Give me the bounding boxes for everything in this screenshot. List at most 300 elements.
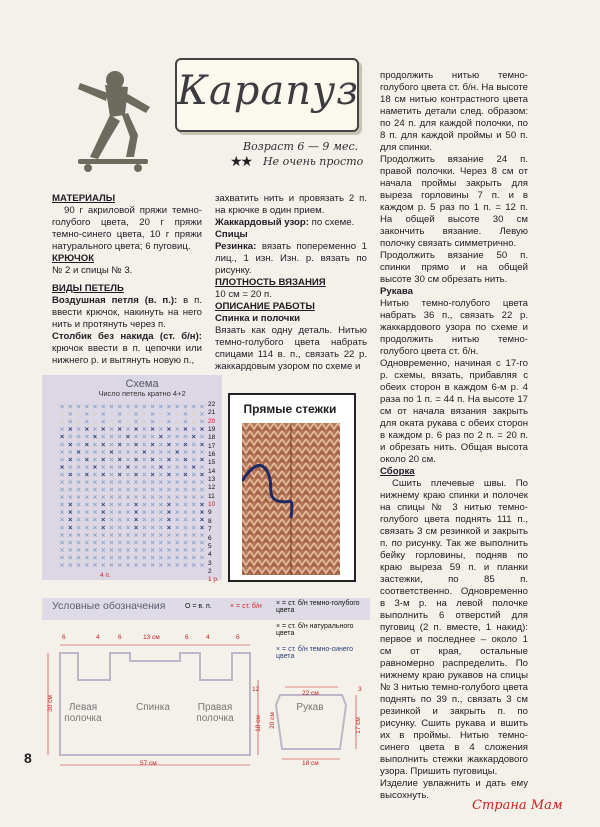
- svg-text:×: ×: [175, 522, 180, 532]
- svg-text:×: ×: [84, 409, 89, 419]
- svg-text:×: ×: [142, 560, 147, 569]
- svg-text:×: ×: [158, 447, 163, 457]
- svg-text:×: ×: [191, 477, 196, 487]
- svg-text:×: ×: [101, 515, 106, 525]
- svg-text:×: ×: [125, 485, 131, 495]
- svg-text:×: ×: [59, 432, 65, 442]
- svg-text:×: ×: [150, 507, 155, 517]
- svg-text:×: ×: [175, 403, 180, 412]
- svg-text:×: ×: [92, 485, 98, 495]
- svg-text:×: ×: [183, 462, 188, 472]
- svg-text:×: ×: [166, 477, 172, 487]
- svg-text:×: ×: [191, 403, 196, 412]
- svg-text:×: ×: [175, 492, 180, 502]
- scheme-row-number: 7: [208, 526, 212, 534]
- svg-text:×: ×: [92, 545, 98, 555]
- svg-text:×: ×: [158, 500, 163, 510]
- svg-text:×: ×: [84, 515, 89, 525]
- svg-text:×: ×: [199, 537, 205, 547]
- svg-text:×: ×: [199, 432, 205, 442]
- svg-text:×: ×: [199, 545, 205, 555]
- scheme-row-number: 20: [208, 417, 216, 425]
- svg-text:×: ×: [166, 507, 172, 517]
- svg-text:×: ×: [133, 522, 139, 532]
- svg-text:×: ×: [101, 507, 106, 517]
- svg-text:×: ×: [92, 477, 98, 487]
- svg-text:×: ×: [183, 560, 188, 569]
- scheme-row-numbers: [208, 401, 219, 585]
- svg-text:×: ×: [59, 537, 65, 547]
- col2-intro: захватить нить и провязать 2 п. на крючке в один прием.: [215, 193, 367, 216]
- svg-text:×: ×: [76, 403, 81, 412]
- svg-text:×: ×: [84, 537, 89, 547]
- svg-text:×: ×: [175, 462, 180, 472]
- svg-text:×: ×: [101, 485, 106, 495]
- svg-text:×: ×: [125, 530, 131, 540]
- svg-text:×: ×: [92, 417, 98, 427]
- svg-text:×: ×: [101, 469, 106, 479]
- svg-text:×: ×: [183, 439, 188, 449]
- svg-text:×: ×: [59, 522, 65, 532]
- svg-text:×: ×: [68, 454, 73, 464]
- svg-text:×: ×: [76, 537, 81, 547]
- svg-text:×: ×: [117, 530, 122, 540]
- density-text: 10 см = 20 п.: [215, 289, 272, 300]
- svg-text:×: ×: [166, 432, 172, 442]
- back-text: Вязать как одну деталь. Нитью темно-голубого цвета набрать спицами 114 в. п., связать 22 р. жаккардовым узором по схеме и: [215, 325, 367, 372]
- difficulty-stars: ★★: [230, 153, 252, 169]
- svg-text:×: ×: [150, 409, 155, 419]
- svg-text:×: ×: [199, 462, 205, 472]
- svg-text:×: ×: [166, 485, 172, 495]
- dim-top-4: 13 см: [143, 634, 160, 641]
- svg-text:×: ×: [191, 492, 196, 502]
- svg-text:×: ×: [133, 552, 139, 562]
- svg-text:×: ×: [109, 515, 114, 525]
- svg-text:×: ×: [117, 545, 122, 555]
- svg-text:×: ×: [175, 424, 180, 434]
- watermark: Страна Мам: [472, 798, 563, 813]
- dim-height-side: 18 см: [254, 715, 262, 732]
- svg-text:×: ×: [142, 477, 147, 487]
- svg-text:×: ×: [125, 477, 131, 487]
- dim-top-6: 4: [206, 634, 210, 641]
- svg-text:×: ×: [101, 417, 106, 427]
- rib-text: вязать попеременно 1 лиц., 1 изн. Изн. р. вязать по рисунку.: [215, 241, 367, 276]
- svg-text:×: ×: [183, 552, 188, 562]
- svg-text:×: ×: [191, 432, 196, 442]
- rib-term: Резинка:: [215, 241, 257, 252]
- svg-text:×: ×: [68, 462, 73, 472]
- svg-text:×: ×: [125, 500, 131, 510]
- svg-text:×: ×: [76, 485, 81, 495]
- svg-text:×: ×: [92, 500, 98, 510]
- dim-height: 30 см: [46, 695, 54, 712]
- svg-text:×: ×: [166, 545, 172, 555]
- svg-text:×: ×: [199, 477, 205, 487]
- back-label: Спинка: [136, 702, 170, 713]
- svg-text:×: ×: [158, 439, 163, 449]
- svg-text:×: ×: [109, 545, 114, 555]
- svg-text:×: ×: [92, 469, 98, 479]
- svg-text:×: ×: [133, 560, 139, 569]
- svg-text:×: ×: [191, 409, 196, 419]
- svg-text:×: ×: [92, 409, 98, 419]
- legend-chain: О = в. п.: [185, 603, 212, 610]
- svg-text:×: ×: [92, 492, 98, 502]
- scheme-row-number: 8: [208, 517, 212, 525]
- svg-text:×: ×: [175, 454, 180, 464]
- right-front-line1: Правая: [197, 702, 233, 713]
- svg-text:×: ×: [166, 552, 172, 562]
- legend-natural: × = ст. б/н натурального цвета: [276, 623, 354, 637]
- svg-text:×: ×: [109, 530, 114, 540]
- svg-text:×: ×: [158, 560, 163, 569]
- dim-sleeve-small: 3: [358, 686, 362, 693]
- svg-text:×: ×: [109, 417, 114, 427]
- svg-text:×: ×: [150, 432, 155, 442]
- svg-text:×: ×: [158, 454, 163, 464]
- svg-text:×: ×: [117, 409, 122, 419]
- svg-text:×: ×: [158, 530, 163, 540]
- svg-text:×: ×: [175, 417, 180, 427]
- svg-text:×: ×: [166, 515, 172, 525]
- sc-term: Столбик без накида (ст. б/н):: [52, 331, 202, 342]
- dim-top-3: 6: [118, 634, 122, 641]
- page-number: 8: [24, 750, 32, 766]
- svg-text:×: ×: [125, 424, 131, 434]
- svg-text:×: ×: [191, 537, 196, 547]
- svg-text:×: ×: [76, 492, 81, 502]
- svg-text:×: ×: [175, 545, 180, 555]
- svg-text:×: ×: [92, 462, 98, 472]
- svg-text:×: ×: [158, 507, 163, 517]
- svg-text:×: ×: [76, 417, 81, 427]
- svg-text:×: ×: [199, 492, 205, 502]
- svg-text:×: ×: [125, 560, 131, 569]
- svg-text:×: ×: [191, 485, 196, 495]
- scheme-row-number: 9: [208, 509, 212, 517]
- svg-text:×: ×: [109, 500, 114, 510]
- svg-text:×: ×: [59, 485, 65, 495]
- svg-text:×: ×: [133, 447, 139, 457]
- svg-text:×: ×: [101, 439, 106, 449]
- svg-text:×: ×: [191, 522, 196, 532]
- svg-text:×: ×: [175, 469, 180, 479]
- svg-text:×: ×: [199, 552, 205, 562]
- svg-text:×: ×: [175, 477, 180, 487]
- scheme-row-number: 18: [208, 434, 216, 442]
- svg-text:×: ×: [166, 417, 172, 427]
- scheme-row-number: 12: [208, 484, 216, 492]
- svg-text:×: ×: [133, 477, 139, 487]
- svg-text:×: ×: [125, 507, 131, 517]
- svg-text:×: ×: [166, 454, 172, 464]
- svg-text:×: ×: [59, 462, 65, 472]
- dim-sleeve-top: 22 см: [302, 690, 319, 697]
- svg-text:×: ×: [101, 454, 106, 464]
- svg-text:×: ×: [101, 552, 106, 562]
- svg-text:×: ×: [76, 477, 81, 487]
- svg-text:×: ×: [59, 439, 65, 449]
- svg-text:×: ×: [158, 485, 163, 495]
- svg-text:×: ×: [84, 560, 89, 569]
- svg-text:×: ×: [84, 424, 89, 434]
- svg-text:×: ×: [133, 462, 139, 472]
- scheme-row-number: 2: [208, 567, 212, 575]
- svg-text:×: ×: [117, 462, 122, 472]
- age-label: Возраст 6 — 9 мес.: [243, 140, 359, 153]
- svg-text:×: ×: [158, 545, 163, 555]
- svg-text:×: ×: [158, 417, 163, 427]
- svg-text:×: ×: [76, 507, 81, 517]
- svg-text:×: ×: [59, 492, 65, 502]
- dim-top-2: 4: [96, 634, 100, 641]
- svg-text:×: ×: [150, 500, 155, 510]
- materials-heading: МАТЕРИАЛЫ: [52, 193, 116, 204]
- column-2: [215, 193, 367, 373]
- svg-text:×: ×: [142, 454, 147, 464]
- col3-p1: продолжить нитью темно-голубого цвета ст. б/н. На высоте 18 см нитью контрастного цвета наметить детали след. образом: по 24 п. для каждой полочки, по 8 п. для каждой проймы и 50 п. для спинки.: [380, 70, 528, 153]
- scheme-row-number: 17: [208, 442, 216, 450]
- svg-text:×: ×: [59, 515, 65, 525]
- svg-text:×: ×: [109, 560, 114, 569]
- svg-text:×: ×: [183, 403, 188, 412]
- svg-text:×: ×: [68, 477, 73, 487]
- svg-text:×: ×: [92, 454, 98, 464]
- svg-text:×: ×: [150, 424, 155, 434]
- svg-text:×: ×: [125, 552, 131, 562]
- column-3: [380, 70, 528, 802]
- svg-text:×: ×: [101, 492, 106, 502]
- svg-text:×: ×: [183, 492, 188, 502]
- svg-text:×: ×: [125, 515, 131, 525]
- svg-text:×: ×: [101, 522, 106, 532]
- svg-text:×: ×: [101, 432, 106, 442]
- svg-text:×: ×: [68, 552, 73, 562]
- svg-text:×: ×: [199, 469, 205, 479]
- svg-text:×: ×: [125, 409, 131, 419]
- svg-text:×: ×: [84, 432, 89, 442]
- sleeve-label: Рукав: [296, 702, 324, 713]
- scheme-row-number: 14: [208, 467, 216, 475]
- svg-text:×: ×: [59, 469, 65, 479]
- dim-top-7: 6: [236, 634, 240, 641]
- svg-text:×: ×: [199, 515, 205, 525]
- svg-text:×: ×: [68, 537, 73, 547]
- svg-text:×: ×: [59, 477, 65, 487]
- svg-text:×: ×: [158, 522, 163, 532]
- svg-text:×: ×: [142, 537, 147, 547]
- svg-text:×: ×: [183, 500, 188, 510]
- assembly-heading: Сборка: [380, 466, 415, 477]
- dim-top-5: 6: [185, 634, 189, 641]
- svg-text:×: ×: [84, 507, 89, 517]
- svg-text:×: ×: [117, 403, 122, 412]
- svg-text:×: ×: [117, 492, 122, 502]
- title-banner: [175, 58, 359, 132]
- svg-text:×: ×: [142, 522, 147, 532]
- svg-text:×: ×: [183, 424, 188, 434]
- svg-text:×: ×: [76, 469, 81, 479]
- svg-text:×: ×: [166, 530, 172, 540]
- svg-text:×: ×: [158, 477, 163, 487]
- svg-text:×: ×: [59, 552, 65, 562]
- svg-text:×: ×: [68, 469, 73, 479]
- svg-text:×: ×: [109, 537, 114, 547]
- svg-text:×: ×: [101, 403, 106, 412]
- svg-text:×: ×: [59, 507, 65, 517]
- svg-text:×: ×: [142, 462, 147, 472]
- svg-text:×: ×: [84, 469, 89, 479]
- svg-text:×: ×: [175, 537, 180, 547]
- svg-text:×: ×: [191, 500, 196, 510]
- svg-text:×: ×: [84, 417, 89, 427]
- svg-text:×: ×: [76, 409, 81, 419]
- svg-text:×: ×: [199, 424, 205, 434]
- jacquard-text: по схеме.: [308, 217, 355, 228]
- chain-text: в п. ввести крючок, накинуть на него нить и протянуть через п.: [52, 295, 202, 330]
- legend-sc: × = ст. б/н: [230, 603, 262, 610]
- svg-text:×: ×: [92, 560, 98, 569]
- materials-text: 90 г акриловой пряжи темно-голубого цвета, 20 г пряжи темно-синего цвета, 10 г пряжи натурального цвета; 6 пуговиц.: [52, 205, 202, 252]
- svg-text:×: ×: [183, 454, 188, 464]
- svg-text:×: ×: [175, 530, 180, 540]
- svg-text:×: ×: [109, 462, 114, 472]
- svg-text:×: ×: [166, 500, 172, 510]
- scheme-row-number: 21: [208, 409, 216, 417]
- svg-text:×: ×: [183, 477, 188, 487]
- svg-text:×: ×: [68, 492, 73, 502]
- svg-text:×: ×: [183, 537, 188, 547]
- legend-title: Условные обозначения: [52, 600, 166, 612]
- svg-text:×: ×: [142, 530, 147, 540]
- svg-text:×: ×: [84, 522, 89, 532]
- svg-text:×: ×: [84, 477, 89, 487]
- svg-text:×: ×: [133, 469, 139, 479]
- svg-text:×: ×: [117, 439, 122, 449]
- svg-text:×: ×: [150, 492, 155, 502]
- svg-text:×: ×: [142, 500, 147, 510]
- svg-text:×: ×: [166, 409, 172, 419]
- svg-text:×: ×: [109, 403, 114, 412]
- scheme-title: Схема: [125, 378, 159, 390]
- svg-text:×: ×: [133, 403, 139, 412]
- svg-text:×: ×: [59, 454, 65, 464]
- svg-text:×: ×: [199, 417, 205, 427]
- svg-text:×: ×: [142, 417, 147, 427]
- svg-text:×: ×: [133, 409, 139, 419]
- svg-text:×: ×: [183, 507, 188, 517]
- svg-text:×: ×: [84, 492, 89, 502]
- svg-text:×: ×: [109, 492, 114, 502]
- svg-text:×: ×: [142, 447, 147, 457]
- svg-text:×: ×: [117, 447, 122, 457]
- svg-text:×: ×: [117, 477, 122, 487]
- svg-text:×: ×: [150, 469, 155, 479]
- dim-top-1: 6: [62, 634, 66, 641]
- dim-width: 57 см: [140, 760, 157, 767]
- col3-p7: Изделие увлажнить и дать ему высохнуть.: [380, 778, 528, 801]
- svg-text:×: ×: [68, 439, 73, 449]
- svg-text:×: ×: [68, 403, 73, 412]
- svg-text:×: ×: [101, 500, 106, 510]
- left-front-line2: полочка: [64, 713, 102, 724]
- svg-text:×: ×: [150, 560, 155, 569]
- svg-text:×: ×: [92, 522, 98, 532]
- svg-text:×: ×: [166, 492, 172, 502]
- svg-text:×: ×: [76, 462, 81, 472]
- svg-text:×: ×: [76, 560, 81, 569]
- svg-text:×: ×: [175, 560, 180, 569]
- svg-text:×: ×: [133, 537, 139, 547]
- scheme-subtitle: Число петель кратно 4+2: [98, 389, 186, 398]
- svg-text:×: ×: [183, 485, 188, 495]
- pattern-diagram: [40, 625, 370, 775]
- svg-text:×: ×: [109, 552, 114, 562]
- svg-text:×: ×: [142, 515, 147, 525]
- svg-text:×: ×: [191, 417, 196, 427]
- svg-text:×: ×: [150, 454, 155, 464]
- scheme-row-number: 11: [208, 492, 215, 500]
- scheme-repeat-text: 4 п.: [100, 572, 111, 579]
- svg-text:×: ×: [84, 454, 89, 464]
- scheme-row-number: 22: [208, 401, 216, 408]
- density-heading: ПЛОТНОСТЬ ВЯЗАНИЯ: [215, 277, 326, 288]
- svg-text:×: ×: [101, 545, 106, 555]
- sc-text: крючок ввести в п. цепочки или нижнего р. и вытянуть новую п.,: [52, 343, 202, 366]
- svg-text:×: ×: [92, 537, 98, 547]
- svg-text:×: ×: [142, 552, 147, 562]
- svg-text:×: ×: [150, 522, 155, 532]
- svg-text:×: ×: [166, 447, 172, 457]
- svg-text:×: ×: [158, 432, 163, 442]
- svg-text:×: ×: [191, 552, 196, 562]
- svg-text:×: ×: [158, 469, 163, 479]
- svg-text:×: ×: [92, 447, 98, 457]
- svg-text:×: ×: [142, 485, 147, 495]
- svg-text:×: ×: [92, 403, 98, 412]
- svg-text:×: ×: [76, 515, 81, 525]
- svg-text:×: ×: [183, 447, 188, 457]
- svg-text:×: ×: [150, 439, 155, 449]
- svg-text:×: ×: [133, 500, 139, 510]
- chain-term: Воздушная петля (в. п.):: [52, 295, 178, 306]
- scheme-grid: [58, 403, 206, 569]
- svg-text:×: ×: [109, 469, 114, 479]
- svg-text:×: ×: [191, 545, 196, 555]
- svg-text:×: ×: [117, 515, 122, 525]
- svg-text:×: ×: [125, 439, 131, 449]
- svg-text:×: ×: [175, 432, 180, 442]
- left-front-label: [58, 702, 108, 724]
- dim-sleeve-bottom: 18 см: [302, 760, 319, 767]
- jacquard-term: Жаккардовый узор:: [215, 217, 309, 228]
- svg-text:×: ×: [150, 552, 155, 562]
- svg-text:×: ×: [183, 409, 188, 419]
- back-heading: Спинка и полочки: [215, 313, 301, 324]
- svg-text:×: ×: [101, 462, 106, 472]
- svg-text:×: ×: [150, 403, 155, 412]
- svg-text:×: ×: [101, 530, 106, 540]
- svg-text:×: ×: [59, 560, 65, 569]
- svg-text:×: ×: [76, 522, 81, 532]
- scheme-row-number: 10: [208, 501, 216, 509]
- svg-text:×: ×: [76, 545, 81, 555]
- svg-text:×: ×: [125, 522, 131, 532]
- svg-text:×: ×: [59, 447, 65, 457]
- svg-text:×: ×: [133, 545, 139, 555]
